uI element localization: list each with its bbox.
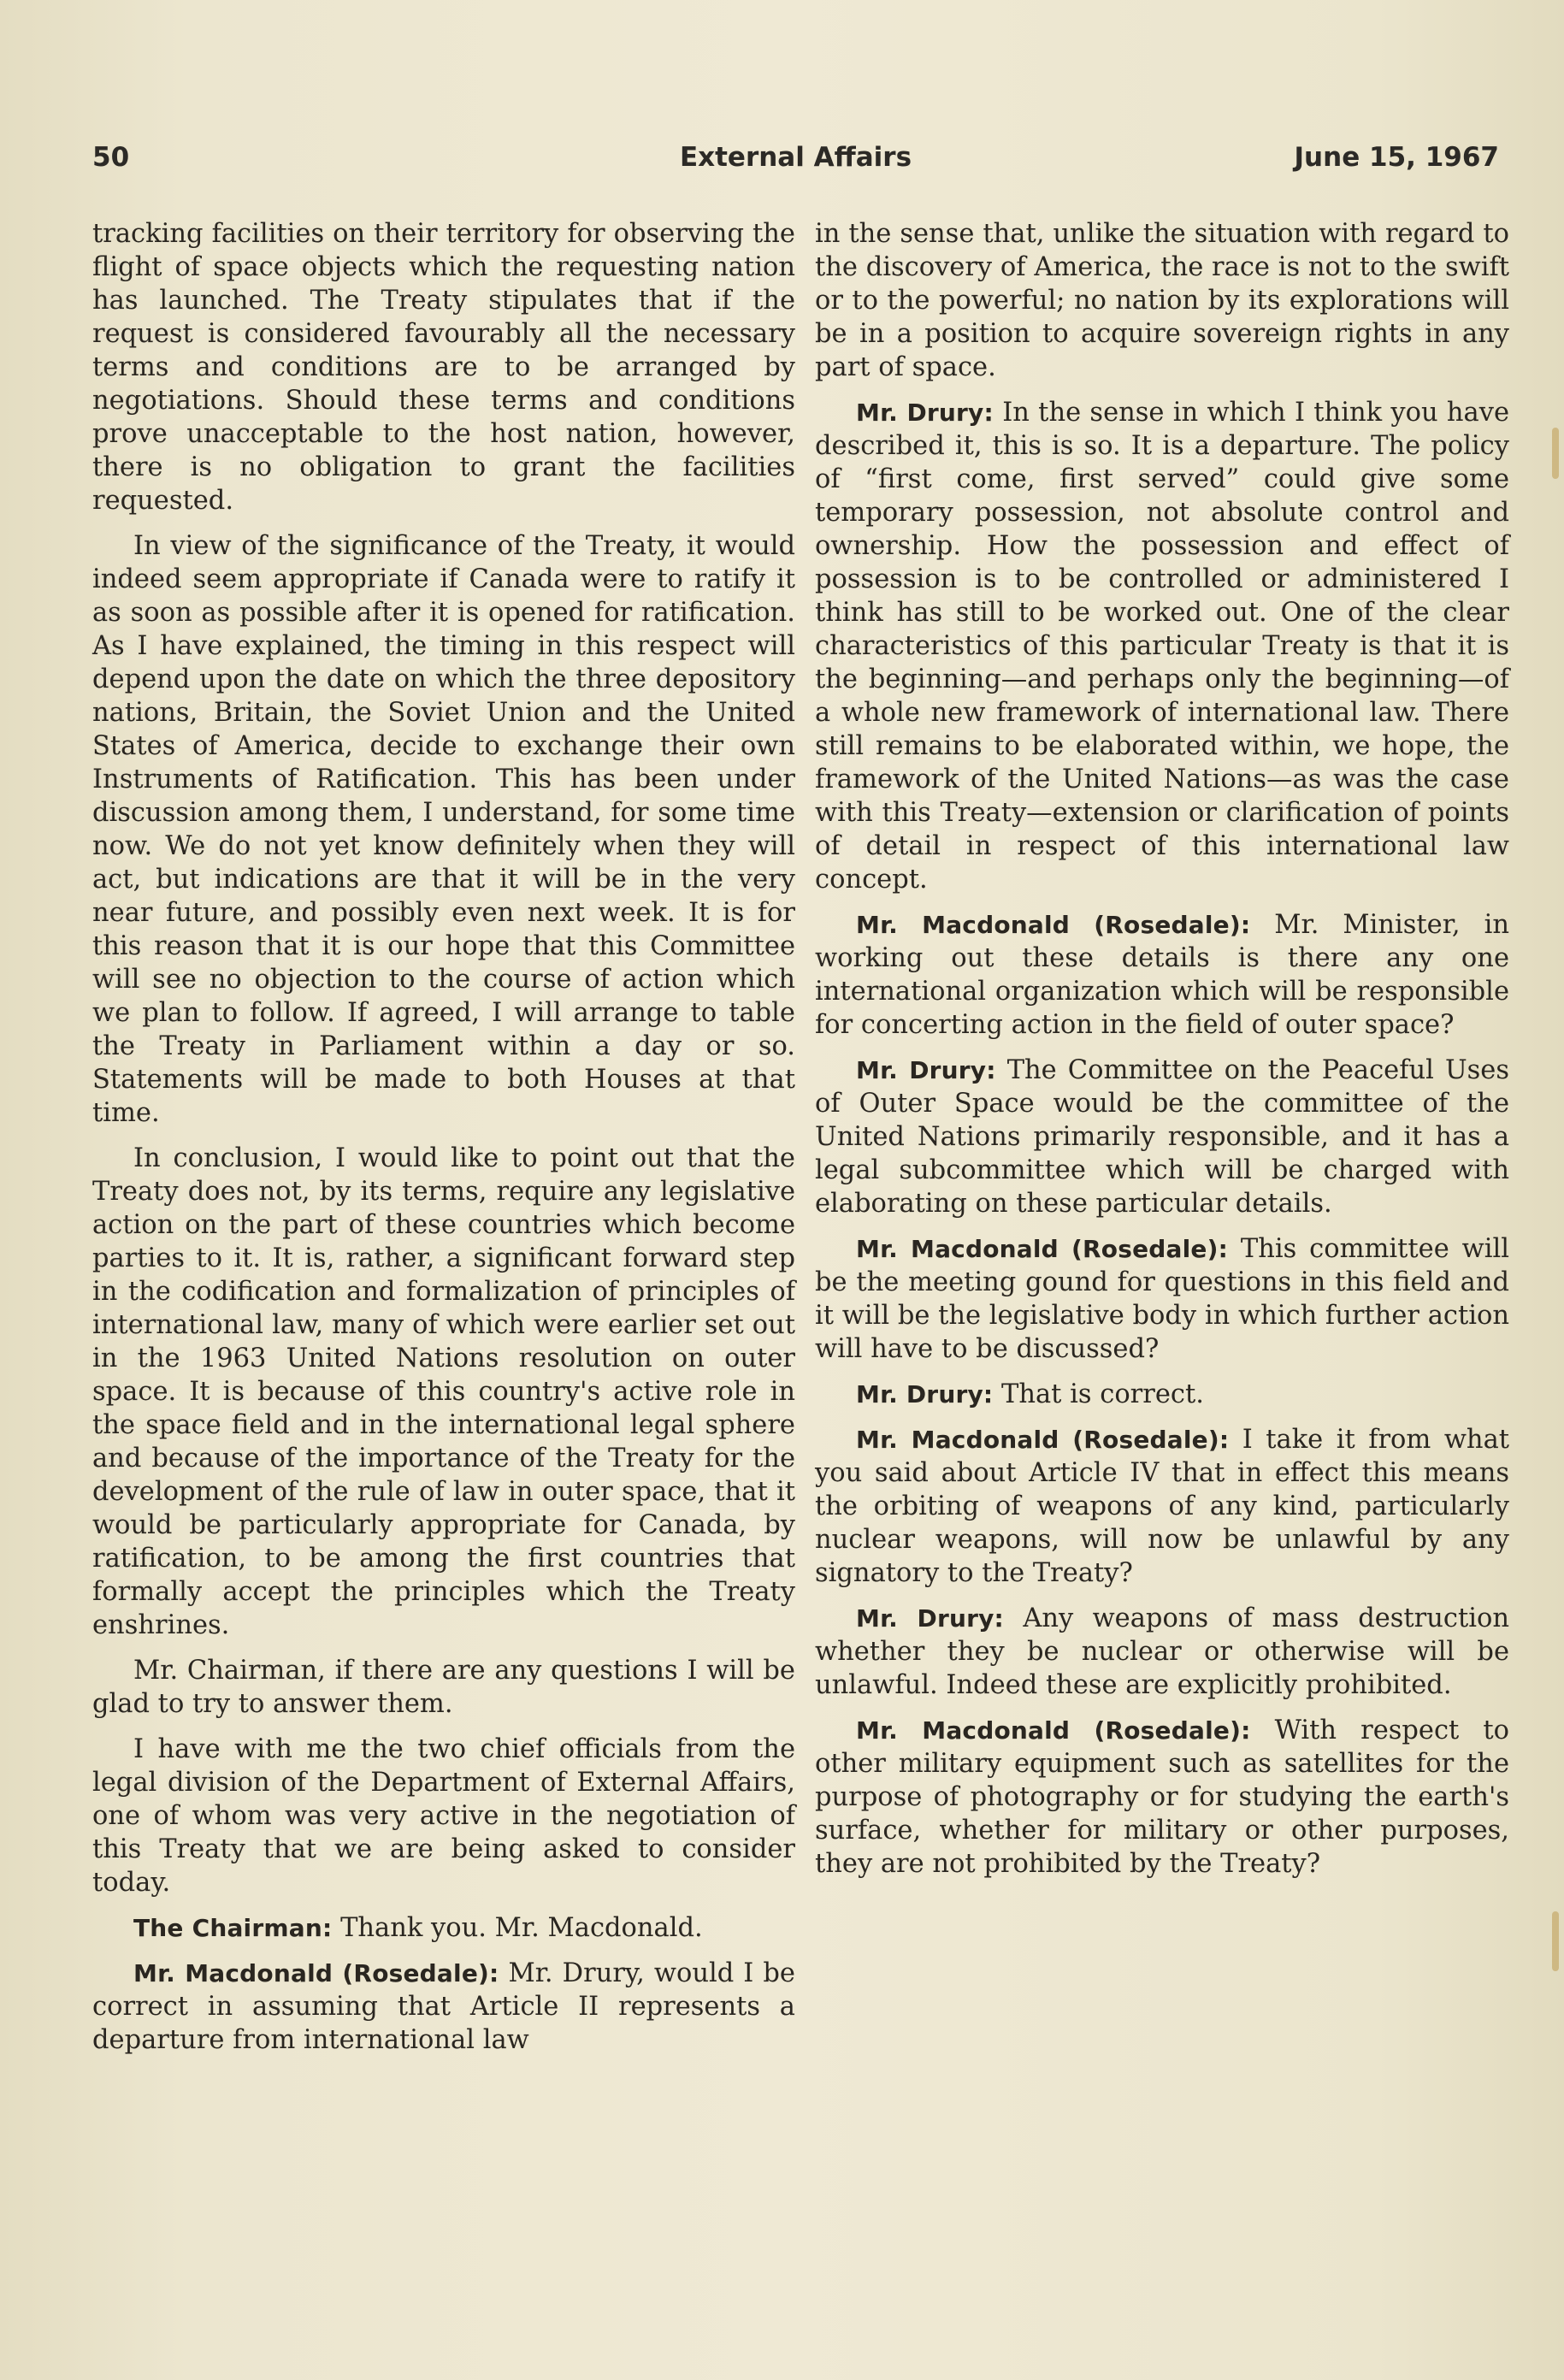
binding-mark [1552,1911,1559,1971]
speaker-label: Mr. Drury: [856,1604,1004,1633]
paragraph [815,908,1509,1042]
paragraph [815,217,1509,384]
speaker-label: Mr. Macdonald (Rosedale): [856,911,1251,939]
paragraph-text: Mr. Chairman, if there are any questions I will be glad to try to answer them. [92,1656,795,1719]
paragraph-text: tracking facilities on their territory for observing the flight of space objects which the requesting nation has launched. The Treaty stipulates that if the request is considered favourably all the necessary terms and conditions are to be arranged by negotiations. Should these terms and conditions prove unacceptable to the host nation, however, there is no obligation to grant the facilities requested. [92,219,795,516]
speaker-label: Mr. Macdonald (Rosedale): [856,1716,1251,1745]
left-column [92,217,795,2069]
speaker-label: Mr. Drury: [856,1056,996,1084]
paragraph-text: in the sense that, unlike the situation with regard to the discovery of America, the race is not to the swift or to the powerful; no nation by its explorations will be in a position to acquire sovereign rights in any part of space. [815,219,1509,382]
page-header [92,142,1499,181]
paragraph-text: Mr. Minister, in working out these details is there any one international organization which will be responsible for concerting action in the field of outer space? [815,910,1509,1040]
paragraph [815,1232,1509,1366]
paragraph-text: I have with me the two chief officials from the legal division of the Department of External Affairs, one of whom was very active in the negotiation of this Treaty that we are being asked to consider today. [92,1734,795,1898]
paragraph-text: With respect to other military equipment such as satellites for the purpose of photography or for studying the earth's surface, whether for military or other purposes, they are not prohibited by the Treaty? [815,1716,1510,1879]
paragraph-text: In the sense in which I think you have described it, this is so. It is a departure. The policy of “first come, first served” could give some temporary possession, not absolute control and ownership. How the possession and effect of possession is to be controlled or administered I think has still to be worked out. One of the clear characteristics of this particular Treaty is that it is the beginning—and perhaps only the beginning—of a whole new framework of international law. There still remains to be elaborated within, we hope, the framework of the United Nations—as was the case with this Treaty—extension or clarification of points of detail in respect of this international law concept. [815,398,1509,895]
paragraph [92,1911,795,1945]
paragraph [815,1423,1509,1590]
speaker-label: Mr. Macdonald (Rosedale): [133,1959,499,1987]
publication-title: External Affairs [679,142,912,173]
paragraph-text: That is correct. [1001,1379,1204,1409]
paragraph [92,1733,795,1899]
paragraph [815,396,1509,896]
paragraph [815,1378,1509,1411]
paragraph-text: Any weapons of mass destruction whether they be nuclear or otherwise will be unlawful. Indeed these are explicitly prohibited. [815,1603,1510,1700]
paragraph [92,1957,795,2057]
speaker-label: The Chairman: [133,1914,333,1942]
paragraph [92,1654,795,1721]
paragraph-text: I take it from what you said about Article IV that in effect this means the orbiting of weapons of any kind, particularly nuclear weapons, will now be unlawful by any signatory to the Treaty? [815,1425,1510,1588]
paragraph [815,1714,1509,1881]
paragraph [815,1602,1509,1702]
paragraph-text: The Committee on the Peaceful Uses of Outer Space would be the committee of the United Nations primarily responsible, and it has a legal subcommittee which will be charged with elaborating on these particular details. [815,1055,1510,1219]
speaker-label: Mr. Macdonald (Rosedale): [856,1235,1229,1263]
paragraph [92,1142,795,1642]
speaker-label: Mr. Drury: [856,1380,994,1409]
right-column [815,217,1509,1893]
speaker-label: Mr. Macdonald (Rosedale): [856,1426,1230,1454]
paragraph [92,217,795,517]
binding-mark [1552,428,1559,479]
paragraph-text: Thank you. Mr. Macdonald. [340,1913,703,1943]
paragraph-text: Mr. Drury, would I be correct in assuming that Article II represents a departure from international law [92,1958,795,2055]
page-number: 50 [92,142,130,173]
paragraph-text: In conclusion, I would like to point out that the Treaty does not, by its terms, require any legislative action on the part of these countries which become parties to it. It is, rather, a significant forward step in the codification and formalization of principles of international law, many of which were earlier set out in the 1963 United Nations resolution on outer space. It is because of this country's active role in the space field and in the international legal sphere and because of the importance of the Treaty for the development of the rule of law in outer space, that it would be particularly appropriate for Canada, by ratification, to be among the first countries that formally accept the principles which the Treaty enshrines. [92,1143,795,1640]
paragraph [92,529,795,1130]
paragraph [815,1054,1509,1220]
issue-date: June 15, 1967 [1294,142,1499,173]
paragraph-text: This committee will be the meeting gound for questions in this field and it will be the legislative body in which further action will have to be discussed? [815,1234,1510,1364]
paragraph-text: In view of the significance of the Treaty, it would indeed seem appropriate if Canada were to ratify it as soon as possible after it is opened for ratification. As I have explained, the timing in this respect will depend upon the date on which the three depository nations, Britain, the Soviet Union and the United States of America, decide to exchange their own Instruments of Ratification. This has been under discussion among them, I understand, for some time now. We do not yet know definitely when they will act, but indications are that it will be in the very near future, and possibly even next week. It is for this reason that it is our hope that this Committee will see no objection to the course of action which we plan to follow. If agreed, I will arrange to table the Treaty in Parliament within a day or so. Statements will be made to both Houses at that time. [92,531,795,1128]
speaker-label: Mr. Drury: [856,399,994,427]
